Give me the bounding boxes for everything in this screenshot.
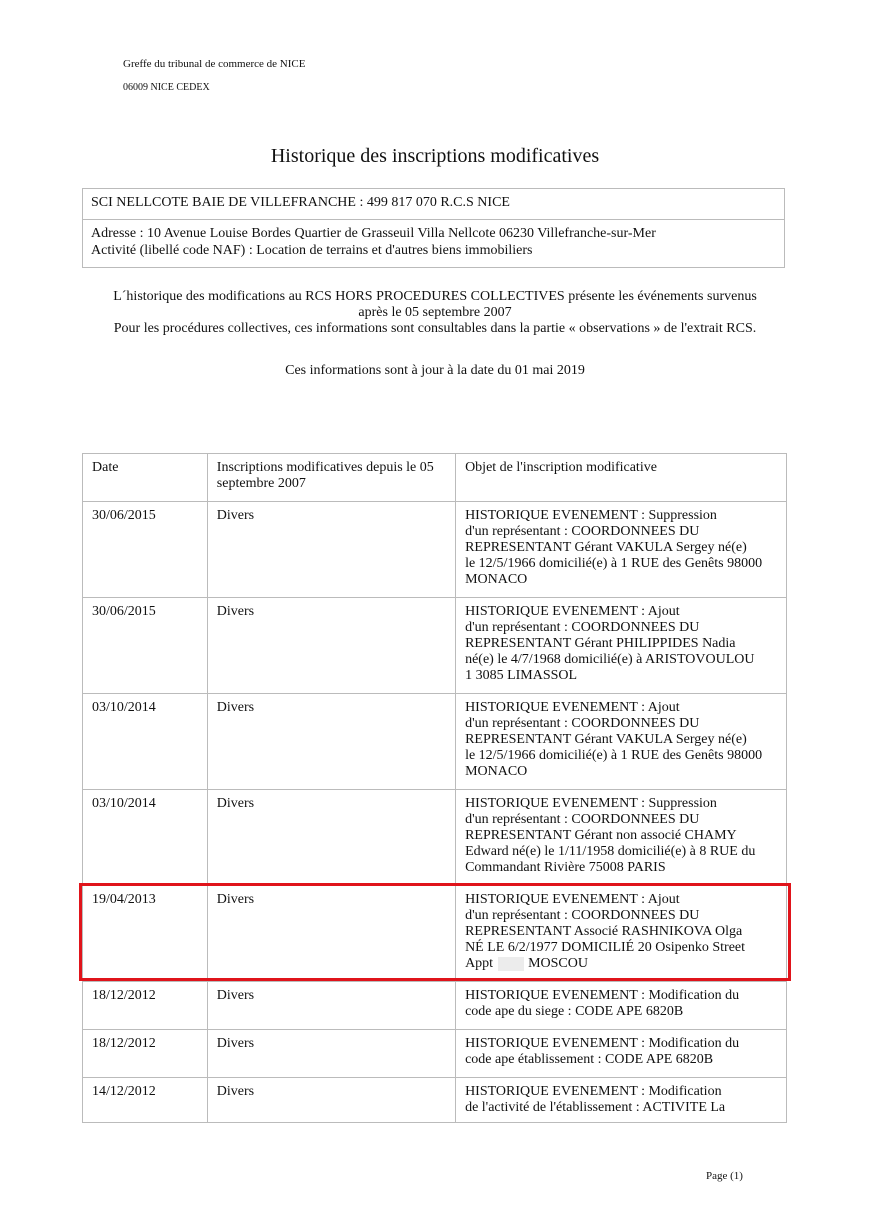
object-line: d'un représentant : COORDONNEES DU: [465, 716, 700, 731]
object-line: HISTORIQUE EVENEMENT : Ajout: [465, 700, 680, 715]
company-details-box: [82, 220, 785, 268]
document-title: Historique des inscriptions modificatives: [270, 145, 600, 167]
object-line: de l'activité de l'établissement : ACTIVITE La: [465, 1100, 726, 1115]
object-line: REPRESENTANT Gérant non associé CHAMY: [465, 828, 737, 843]
update-date-notice: Ces informations sont à jour à la date du 01 mai 2019: [285, 363, 585, 378]
apartment-label: Appt: [465, 956, 494, 971]
row-object: [456, 1078, 787, 1123]
object-line: HISTORIQUE EVENEMENT : Suppression: [465, 508, 717, 523]
row-object: [456, 790, 787, 886]
table-row: [83, 598, 787, 694]
object-line: Commandant Rivière 75008 PARIS: [465, 860, 666, 875]
object-line: Edward né(e) le 1/11/1958 domicilié(e) à 8 RUE du: [465, 844, 756, 859]
row-date: 03/10/2014: [83, 790, 208, 886]
object-line: né(e) le 4/7/1968 domicilié(e) à ARISTOVOULOU: [465, 652, 755, 667]
row-object: [456, 502, 787, 598]
highlight-box: [79, 883, 791, 981]
object-line: d'un représentant : COORDONNEES DU: [465, 908, 700, 923]
object-line: HISTORIQUE EVENEMENT : Ajout: [465, 604, 680, 619]
row-object: [456, 982, 787, 1030]
column-header-object: Objet de l'inscription modificative: [456, 454, 787, 502]
company-address-line: Adresse : 10 Avenue Louise Bordes Quartier de Grasseuil Villa Nellcote 06230 Villefranche-sur-Mer: [91, 226, 656, 241]
row-type: Divers: [207, 886, 455, 982]
table-row: [83, 694, 787, 790]
column-header-date: Date: [83, 454, 208, 502]
object-line: d'un représentant : COORDONNEES DU: [465, 812, 700, 827]
history-notice: [0, 289, 870, 337]
object-line: REPRESENTANT Associé RASHNIKOVA Olga: [465, 924, 743, 939]
object-line: HISTORIQUE EVENEMENT : Suppression: [465, 796, 717, 811]
object-line: REPRESENTANT Gérant VAKULA Sergey né(e): [465, 732, 747, 747]
row-type: Divers: [207, 598, 455, 694]
notice-line-3: Pour les procédures collectives, ces informations sont consultables dans la partie « observations » de l'extrait RCS.: [113, 321, 757, 336]
row-type: Divers: [207, 1030, 455, 1078]
table-header-row: [83, 454, 787, 502]
object-line: code ape établissement : CODE APE 6820B: [465, 1052, 714, 1067]
row-date: 03/10/2014: [83, 694, 208, 790]
object-line: d'un représentant : COORDONNEES DU: [465, 620, 700, 635]
company-name-line: SCI NELLCOTE BAIE DE VILLEFRANCHE : 499 817 070 R.C.S NICE: [91, 195, 510, 210]
row-object: [456, 598, 787, 694]
row-type: Divers: [207, 502, 455, 598]
row-date: 19/04/2013: [83, 886, 208, 982]
row-date: 30/06/2015: [83, 502, 208, 598]
court-registry-postcode: 06009 NICE CEDEX: [123, 82, 210, 93]
court-registry-name: Greffe du tribunal de commerce de NICE: [123, 58, 306, 70]
table-row: [83, 1078, 787, 1123]
row-type: Divers: [207, 694, 455, 790]
row-type: Divers: [207, 982, 455, 1030]
object-line: REPRESENTANT Gérant VAKULA Sergey né(e): [465, 540, 747, 555]
row-type: Divers: [207, 790, 455, 886]
row-date: 18/12/2012: [83, 1030, 208, 1078]
modifications-table: [82, 453, 787, 1123]
row-date: 18/12/2012: [83, 982, 208, 1030]
object-line: HISTORIQUE EVENEMENT : Modification: [465, 1084, 722, 1099]
company-identity-box: [82, 188, 785, 220]
object-line: le 12/5/1966 domicilié(e) à 1 RUE des Genêts 98000: [465, 748, 763, 763]
row-date: 14/12/2012: [83, 1078, 208, 1123]
object-line: code ape du siege : CODE APE 6820B: [465, 1004, 684, 1019]
page-number: Page (1): [706, 1170, 743, 1182]
table-row: [83, 1030, 787, 1078]
object-line: HISTORIQUE EVENEMENT : Modification du: [465, 1036, 740, 1051]
table-row: [83, 502, 787, 598]
object-line: NÉ LE 6/2/1977 DOMICILIÉ 20 Osipenko Street: [465, 940, 746, 955]
row-object: [456, 1030, 787, 1078]
notice-line-1: L´historique des modifications au RCS HORS PROCEDURES COLLECTIVES présente les événements survenus: [113, 289, 757, 304]
row-date: 30/06/2015: [83, 598, 208, 694]
object-line: REPRESENTANT Gérant PHILIPPIDES Nadia: [465, 636, 736, 651]
object-line: d'un représentant : COORDONNEES DU: [465, 524, 700, 539]
row-type: Divers: [207, 1078, 455, 1123]
object-line: MONACO: [465, 572, 528, 587]
object-line: 1 3085 LIMASSOL: [465, 668, 578, 683]
table-row: [83, 982, 787, 1030]
object-line: HISTORIQUE EVENEMENT : Modification du: [465, 988, 740, 1003]
notice-line-2: après le 05 septembre 2007: [358, 305, 512, 320]
object-line: MONACO: [465, 764, 528, 779]
column-header-inscriptions: Inscriptions modificatives depuis le 05 septembre 2007: [207, 454, 455, 502]
company-activity-line: Activité (libellé code NAF) : Location de terrains et d'autres biens immobiliers: [91, 243, 533, 258]
object-line: le 12/5/1966 domicilié(e) à 1 RUE des Genêts 98000: [465, 556, 763, 571]
table-row: [83, 790, 787, 886]
object-line: HISTORIQUE EVENEMENT : Ajout: [465, 892, 680, 907]
row-object: [456, 694, 787, 790]
city-label: MOSCOU: [528, 956, 588, 971]
